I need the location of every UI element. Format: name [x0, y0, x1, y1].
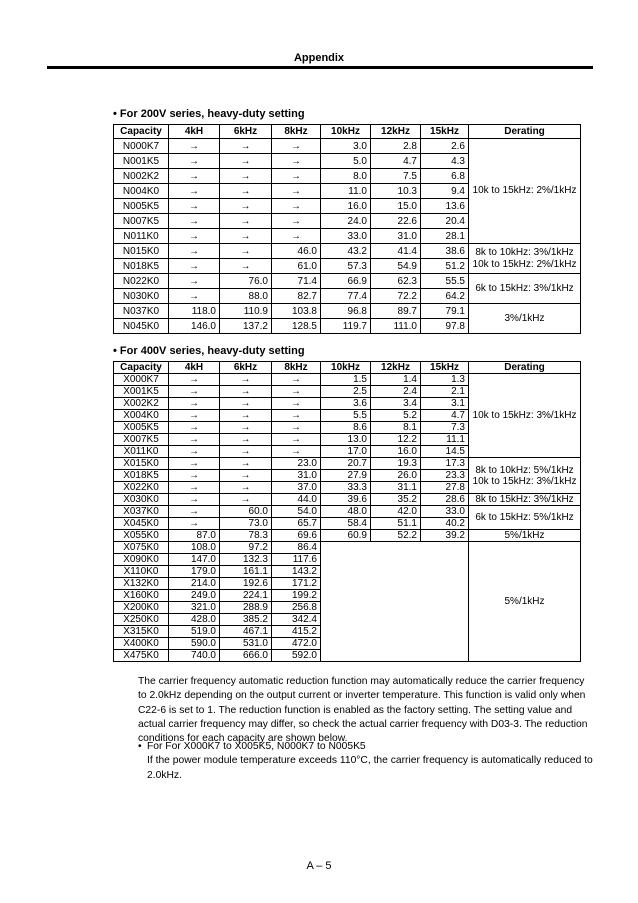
capacity-cell: X011K0 — [114, 446, 169, 458]
capacity-cell: N007K5 — [114, 214, 169, 229]
value-cell: 31.0 — [371, 229, 421, 244]
value-cell: 52.2 — [371, 530, 421, 542]
value-cell: → — [220, 244, 272, 259]
value-cell: → — [169, 506, 220, 518]
value-cell: 137.2 — [220, 319, 272, 334]
value-cell: 20.4 — [421, 214, 469, 229]
derating-line: 10k to 15kHz: 2%/1kHz — [472, 185, 577, 197]
capacity-cell: X018K5 — [114, 470, 169, 482]
capacity-cell: X160K0 — [114, 590, 169, 602]
value-cell: 73.0 — [220, 518, 272, 530]
table-row — [114, 542, 581, 554]
value-cell: 64.2 — [421, 289, 469, 304]
capacity-cell: X022K0 — [114, 482, 169, 494]
column-header: 15kHz — [421, 362, 469, 374]
capacity-cell: X250K0 — [114, 614, 169, 626]
capacity-cell: N037K0 — [114, 304, 169, 319]
value-cell: → — [220, 494, 272, 506]
value-cell: 256.8 — [272, 602, 321, 614]
column-header: Derating — [469, 125, 581, 139]
derating-line: 5%/1kHz — [504, 530, 545, 541]
column-header: 10kHz — [321, 125, 371, 139]
value-cell: → — [220, 482, 272, 494]
value-cell: 740.0 — [169, 650, 220, 662]
value-cell: 55.5 — [421, 274, 469, 289]
capacity-cell: N001K5 — [114, 154, 169, 169]
value-cell: 2.8 — [371, 139, 421, 154]
value-cell: 7.3 — [421, 422, 469, 434]
value-cell: 13.0 — [321, 434, 371, 446]
capacity-cell: X055K0 — [114, 530, 169, 542]
bullet-title: For For X000K7 to X005K5, N000K7 to N005K5 — [147, 741, 366, 752]
derating-cell — [469, 458, 581, 494]
value-cell: 16.0 — [371, 446, 421, 458]
value-cell: 39.2 — [421, 530, 469, 542]
value-cell: 16.0 — [321, 199, 371, 214]
value-cell: 128.5 — [272, 319, 321, 334]
value-cell: → — [169, 229, 220, 244]
value-cell: 17.0 — [321, 446, 371, 458]
value-cell: 87.0 — [169, 530, 220, 542]
value-cell: → — [220, 374, 272, 386]
value-cell: 44.0 — [272, 494, 321, 506]
value-cell: 171.2 — [272, 578, 321, 590]
value-cell: 103.8 — [272, 304, 321, 319]
value-cell: → — [220, 470, 272, 482]
value-cell: 48.0 — [321, 506, 371, 518]
value-cell: 33.0 — [421, 506, 469, 518]
column-header: 15kHz — [421, 125, 469, 139]
derating-line: 3%/1kHz — [504, 312, 545, 324]
value-cell: 4.7 — [421, 410, 469, 422]
capacity-cell: N000K7 — [114, 139, 169, 154]
table-row — [114, 530, 581, 542]
value-cell: 54.0 — [272, 506, 321, 518]
value-cell: 519.0 — [169, 626, 220, 638]
table-row — [114, 274, 581, 289]
derating-line: 6k to 15kHz: 3%/1kHz — [475, 282, 574, 294]
value-cell: 8.6 — [321, 422, 371, 434]
capacity-cell: N004K0 — [114, 184, 169, 199]
value-cell: 23.3 — [421, 470, 469, 482]
column-header: 10kHz — [321, 362, 371, 374]
value-cell: 97.2 — [220, 542, 272, 554]
value-cell: 10.3 — [371, 184, 421, 199]
capacity-cell: X004K0 — [114, 410, 169, 422]
value-cell: 72.2 — [371, 289, 421, 304]
value-cell: → — [169, 482, 220, 494]
derating-line: 8k to 10kHz: 5%/1kHz — [475, 464, 574, 476]
value-cell: 28.6 — [421, 494, 469, 506]
value-cell: 62.3 — [371, 274, 421, 289]
value-cell: 161.1 — [220, 566, 272, 578]
column-header: Capacity — [114, 125, 169, 139]
value-cell: → — [272, 422, 321, 434]
value-cell: 415.2 — [272, 626, 321, 638]
value-cell: → — [169, 259, 220, 274]
section-title-400v: • For 400V series, heavy-duty setting — [113, 345, 305, 357]
derating-line: 10k to 15kHz: 3%/1kHz — [472, 410, 577, 421]
derating-line: 8k to 15kHz: 3%/1kHz — [475, 494, 574, 505]
value-cell: 23.0 — [272, 458, 321, 470]
value-cell: → — [272, 446, 321, 458]
capacity-cell: N045K0 — [114, 319, 169, 334]
value-cell: → — [220, 259, 272, 274]
value-cell: → — [169, 154, 220, 169]
value-cell: → — [169, 422, 220, 434]
capacity-cell: N011K0 — [114, 229, 169, 244]
value-cell: → — [220, 422, 272, 434]
value-cell: 76.0 — [220, 274, 272, 289]
value-cell: 4.3 — [421, 154, 469, 169]
value-cell: 69.6 — [272, 530, 321, 542]
value-cell: 592.0 — [272, 650, 321, 662]
value-cell: → — [169, 139, 220, 154]
value-cell: → — [169, 289, 220, 304]
column-header: 4kH — [169, 125, 220, 139]
value-cell: → — [272, 374, 321, 386]
value-cell: 111.0 — [371, 319, 421, 334]
value-cell: 146.0 — [169, 319, 220, 334]
capacity-cell: X015K0 — [114, 458, 169, 470]
value-cell: 11.0 — [321, 184, 371, 199]
derating-cell — [469, 542, 581, 662]
value-cell: 33.3 — [321, 482, 371, 494]
value-cell: 58.4 — [321, 518, 371, 530]
value-cell: 12.2 — [371, 434, 421, 446]
value-cell: 531.0 — [220, 638, 272, 650]
derating-cell — [469, 374, 581, 458]
derating-line: 10k to 15kHz: 3%/1kHz — [472, 475, 577, 487]
value-cell: → — [220, 410, 272, 422]
table-row — [114, 506, 581, 518]
value-cell: → — [220, 446, 272, 458]
value-cell: 5.0 — [321, 154, 371, 169]
derating-cell — [469, 530, 581, 542]
value-cell: → — [169, 410, 220, 422]
capacity-cell: X315K0 — [114, 626, 169, 638]
table-200v-header-row — [114, 125, 581, 139]
value-cell: → — [220, 199, 272, 214]
derating-line: 5%/1kHz — [504, 596, 545, 607]
value-cell: → — [272, 154, 321, 169]
value-cell: 40.2 — [421, 518, 469, 530]
value-cell: → — [272, 139, 321, 154]
value-cell: 1.5 — [321, 374, 371, 386]
value-cell: 65.7 — [272, 518, 321, 530]
value-cell: 9.4 — [421, 184, 469, 199]
value-cell: 78.3 — [220, 530, 272, 542]
table-row — [114, 304, 581, 319]
value-cell: → — [272, 434, 321, 446]
value-cell: → — [169, 446, 220, 458]
value-cell: → — [169, 386, 220, 398]
column-header: Derating — [469, 362, 581, 374]
value-cell: → — [220, 386, 272, 398]
capacity-cell: X475K0 — [114, 650, 169, 662]
column-header: 8kHz — [272, 125, 321, 139]
bullet-icon: • — [138, 741, 142, 752]
value-cell: 3.6 — [321, 398, 371, 410]
value-cell: → — [169, 398, 220, 410]
value-cell: 1.3 — [421, 374, 469, 386]
value-cell: 66.9 — [321, 274, 371, 289]
capacity-cell: X000K7 — [114, 374, 169, 386]
value-cell: → — [220, 154, 272, 169]
value-cell: 96.8 — [321, 304, 371, 319]
header-rule — [47, 66, 593, 69]
value-cell: 3.4 — [371, 398, 421, 410]
derating-cell — [469, 304, 581, 334]
capacity-cell: X400K0 — [114, 638, 169, 650]
value-cell: 472.0 — [272, 638, 321, 650]
column-header: 12kHz — [371, 362, 421, 374]
column-header: 4kH — [169, 362, 220, 374]
value-cell: → — [169, 214, 220, 229]
capacity-cell: X090K0 — [114, 554, 169, 566]
bullet-item — [138, 740, 594, 783]
section-title-200v: • For 200V series, heavy-duty setting — [113, 108, 305, 120]
derating-cell — [469, 494, 581, 506]
capacity-cell: N015K0 — [114, 244, 169, 259]
table-row — [114, 494, 581, 506]
value-cell: 35.2 — [371, 494, 421, 506]
value-cell: 2.4 — [371, 386, 421, 398]
value-cell: 17.3 — [421, 458, 469, 470]
carrier-frequency-paragraph: The carrier frequency automatic reduction function may automatically reduce the carrier frequency to 2.0kHz depending on the output current or inverter temperature. This function is valid only when C22-6 is set to 1. The reduction function is enabled as the factory setting. The setting value and actual carrier frequency may differ, so check the actual carrier frequency with D03-3. The reduction conditions for each capacity are shown below. — [138, 676, 588, 745]
value-cell: 60.0 — [220, 506, 272, 518]
value-cell: → — [272, 199, 321, 214]
table-row — [114, 458, 581, 470]
value-cell: → — [169, 434, 220, 446]
value-cell: → — [272, 184, 321, 199]
value-cell: 179.0 — [169, 566, 220, 578]
capacity-cell: N005K5 — [114, 199, 169, 214]
value-cell: 224.1 — [220, 590, 272, 602]
value-cell: 39.6 — [321, 494, 371, 506]
table-row — [114, 139, 581, 154]
capacity-cell: N002K2 — [114, 169, 169, 184]
value-cell: 61.0 — [272, 259, 321, 274]
value-cell: 46.0 — [272, 244, 321, 259]
column-header: 8kHz — [272, 362, 321, 374]
value-cell: 14.5 — [421, 446, 469, 458]
value-cell: 288.9 — [220, 602, 272, 614]
value-cell: → — [169, 494, 220, 506]
derating-cell — [469, 274, 581, 304]
value-cell: 342.4 — [272, 614, 321, 626]
value-cell: 428.0 — [169, 614, 220, 626]
value-cell: → — [169, 244, 220, 259]
value-cell: 97.8 — [421, 319, 469, 334]
derating-cell — [469, 244, 581, 274]
value-cell: 51.1 — [371, 518, 421, 530]
value-cell: → — [169, 274, 220, 289]
value-cell: 77.4 — [321, 289, 371, 304]
derating-line: 6k to 15kHz: 5%/1kHz — [475, 512, 574, 523]
value-cell: → — [272, 229, 321, 244]
capacity-cell: N022K0 — [114, 274, 169, 289]
value-cell: 2.1 — [421, 386, 469, 398]
value-cell: 118.0 — [169, 304, 220, 319]
value-cell: → — [220, 139, 272, 154]
value-cell: 20.7 — [321, 458, 371, 470]
value-cell: 108.0 — [169, 542, 220, 554]
value-cell: 43.2 — [321, 244, 371, 259]
value-cell: 79.1 — [421, 304, 469, 319]
capacity-cell: X030K0 — [114, 494, 169, 506]
capacity-cell: X045K0 — [114, 518, 169, 530]
value-cell: 27.8 — [421, 482, 469, 494]
capacity-cell: N018K5 — [114, 259, 169, 274]
value-cell: → — [169, 458, 220, 470]
value-cell: → — [272, 410, 321, 422]
derating-cell — [469, 139, 581, 244]
value-cell: 192.6 — [220, 578, 272, 590]
capacity-cell: X037K0 — [114, 506, 169, 518]
value-cell: 110.9 — [220, 304, 272, 319]
value-cell: → — [220, 169, 272, 184]
column-header: 12kHz — [371, 125, 421, 139]
value-cell: 3.1 — [421, 398, 469, 410]
value-cell: 147.0 — [169, 554, 220, 566]
value-cell: 26.0 — [371, 470, 421, 482]
bullet-text: If the power module temperature exceeds 110°C, the carrier frequency is automatically reduced to 2.0kHz. — [147, 755, 593, 781]
capacity-cell: X002K2 — [114, 398, 169, 410]
value-cell: 666.0 — [220, 650, 272, 662]
value-cell: 7.5 — [371, 169, 421, 184]
derating-line: 10k to 15kHz: 2%/1kHz — [472, 258, 577, 270]
value-cell: → — [169, 199, 220, 214]
value-cell: 2.5 — [321, 386, 371, 398]
value-cell: → — [272, 398, 321, 410]
value-cell: 54.9 — [371, 259, 421, 274]
value-cell: → — [272, 169, 321, 184]
value-cell: 28.1 — [421, 229, 469, 244]
value-cell: 8.0 — [321, 169, 371, 184]
empty-cell — [321, 542, 469, 662]
value-cell: → — [272, 386, 321, 398]
value-cell: → — [169, 518, 220, 530]
value-cell: 8.1 — [371, 422, 421, 434]
column-header: 6kHz — [220, 125, 272, 139]
value-cell: 88.0 — [220, 289, 272, 304]
table-400v-heavy-duty — [113, 361, 581, 662]
capacity-cell: X075K0 — [114, 542, 169, 554]
value-cell: 22.6 — [371, 214, 421, 229]
value-cell: 41.4 — [371, 244, 421, 259]
value-cell: → — [169, 169, 220, 184]
value-cell: 2.6 — [421, 139, 469, 154]
value-cell: 214.0 — [169, 578, 220, 590]
value-cell: → — [220, 434, 272, 446]
value-cell: → — [220, 458, 272, 470]
column-header: 6kHz — [220, 362, 272, 374]
value-cell: 89.7 — [371, 304, 421, 319]
page-header-title: Appendix — [293, 52, 345, 64]
value-cell: 385.2 — [220, 614, 272, 626]
value-cell: 82.7 — [272, 289, 321, 304]
value-cell: 42.0 — [371, 506, 421, 518]
value-cell: 11.1 — [421, 434, 469, 446]
capacity-cell: X200K0 — [114, 602, 169, 614]
capacity-cell: X007K5 — [114, 434, 169, 446]
value-cell: 143.2 — [272, 566, 321, 578]
value-cell: 5.2 — [371, 410, 421, 422]
value-cell: 117.6 — [272, 554, 321, 566]
column-header: Capacity — [114, 362, 169, 374]
value-cell: → — [220, 229, 272, 244]
value-cell: 6.8 — [421, 169, 469, 184]
value-cell: 132.3 — [220, 554, 272, 566]
page-number: A – 5 — [306, 860, 332, 872]
value-cell: → — [220, 214, 272, 229]
value-cell: 467.1 — [220, 626, 272, 638]
value-cell: 590.0 — [169, 638, 220, 650]
table-row — [114, 244, 581, 259]
capacity-cell: X001K5 — [114, 386, 169, 398]
value-cell: 5.5 — [321, 410, 371, 422]
value-cell: 31.0 — [272, 470, 321, 482]
value-cell: 4.7 — [371, 154, 421, 169]
capacity-cell: X110K0 — [114, 566, 169, 578]
value-cell: 19.3 — [371, 458, 421, 470]
value-cell: 24.0 — [321, 214, 371, 229]
capacity-cell: X005K5 — [114, 422, 169, 434]
value-cell: → — [220, 398, 272, 410]
value-cell: 37.0 — [272, 482, 321, 494]
derating-cell — [469, 506, 581, 530]
capacity-cell: X132K0 — [114, 578, 169, 590]
value-cell: 119.7 — [321, 319, 371, 334]
value-cell: 86.4 — [272, 542, 321, 554]
value-cell: 15.0 — [371, 199, 421, 214]
value-cell: → — [272, 214, 321, 229]
value-cell: → — [169, 184, 220, 199]
capacity-cell: N030K0 — [114, 289, 169, 304]
derating-line: 8k to 10kHz: 3%/1kHz — [475, 247, 574, 258]
value-cell: 51.2 — [421, 259, 469, 274]
value-cell: 13.6 — [421, 199, 469, 214]
table-400v-header-row — [114, 362, 581, 374]
value-cell: 3.0 — [321, 139, 371, 154]
value-cell: → — [220, 184, 272, 199]
table-200v-heavy-duty — [113, 124, 581, 334]
value-cell: → — [169, 374, 220, 386]
value-cell: 31.1 — [371, 482, 421, 494]
value-cell: 60.9 — [321, 530, 371, 542]
value-cell: → — [169, 470, 220, 482]
value-cell: 38.6 — [421, 244, 469, 259]
value-cell: 57.3 — [321, 259, 371, 274]
value-cell: 71.4 — [272, 274, 321, 289]
table-row — [114, 374, 581, 386]
value-cell: 249.0 — [169, 590, 220, 602]
value-cell: 1.4 — [371, 374, 421, 386]
value-cell: 33.0 — [321, 229, 371, 244]
value-cell: 27.9 — [321, 470, 371, 482]
value-cell: 321.0 — [169, 602, 220, 614]
value-cell: 199.2 — [272, 590, 321, 602]
